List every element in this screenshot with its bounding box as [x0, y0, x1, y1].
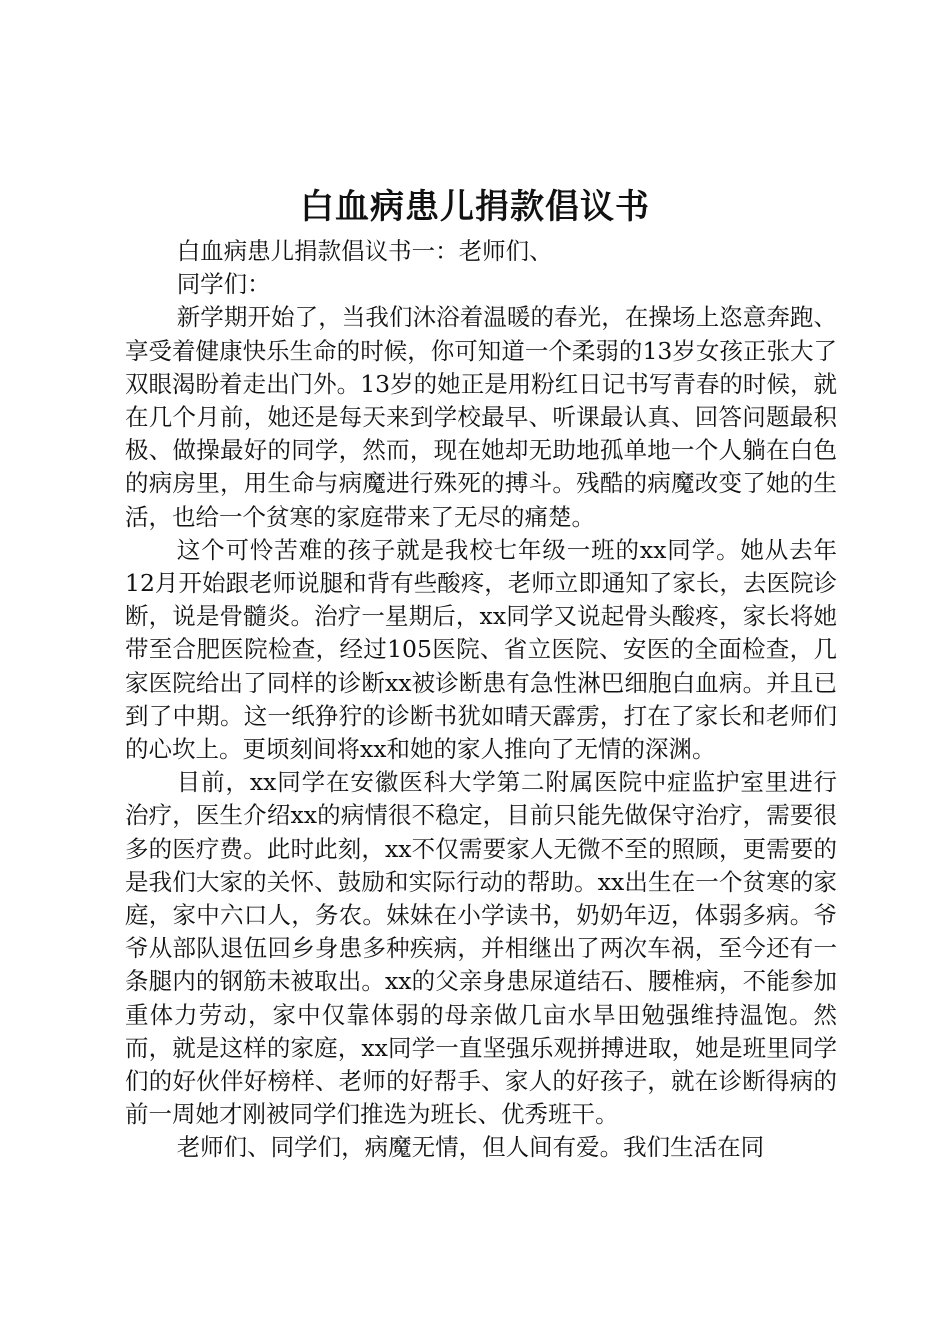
paragraph: 这个可怜苦难的孩子就是我校七年级一班的xx同学。她从去年12月开始跟老师说腿和背有些酸疼，老师立即通知了家长，去医院诊断，说是骨髓炎。治疗一星期后，xx同学又说起骨头酸疼，家长将她带至合肥医院检查，经过105医院、省立医院、安医的全面检查，几家医院给出了同样的诊断xx被诊断患有急性淋巴细胞白血病。并且已到了中期。这一纸狰狞的诊断书犹如晴天霹雳，打在了家长和老师们的心坎上。更顷刻间将xx和她的家人推向了无情的深渊。 — [125, 535, 837, 764]
document-body — [125, 235, 837, 1165]
paragraph: 新学期开始了，当我们沐浴着温暖的春光，在操场上恣意奔跑、享受着健康快乐生命的时候，你可知道一个柔弱的13岁女孩正张大了双眼渴盼着走出门外。13岁的她正是用粉红日记书写青春的时候，就在几个月前，她还是每天来到学校最早、听课最认真、回答问题最积极、做操最好的同学，然而，现在她却无助地孤单地一个人躺在白色的病房里，用生命与病魔进行殊死的搏斗。残酷的病魔改变了她的生活，也给一个贫寒的家庭带来了无尽的痛楚。 — [125, 303, 837, 531]
paragraph: 老师们、同学们，病魔无情，但人间有爱。我们生活在同 — [176, 1133, 765, 1162]
paragraph-greeting: 白血病患儿捐款倡议书一：老师们、 — [176, 237, 553, 265]
paragraph-greeting-continued: 同学们： — [176, 270, 271, 299]
paragraph: 目前，xx同学在安徽医科大学第二附属医院中症监护室里进行治疗，医生介绍xx的病情很不稳定，目前只能先做保守治疗，需要很多的医疗费。此时此刻，xx不仅需要家人无微不至的照顾，更需要的是我们大家的关怀、鼓励和实际行动的帮助。xx出生在一个贫寒的家庭，家中六口人，务农。妹妹在小学读书，奶奶年迈，体弱多病。爷爷从部队退伍回乡身患多种疾病，并相继出了两次车祸，至今还有一条腿内的钢筋未被取出。xx的父亲身患尿道结石、腰椎病，不能参加重体力劳动，家中仅靠体弱的母亲做几亩水旱田勉强维持温饱。然而，就是这样的家庭，xx同学一直坚强乐观拼搏进取，她是班里同学们的好伙伴好榜样、老师的好帮手、家人的好孩子，就在诊断得病的前一周她才刚被同学们推选为班长、优秀班干。 — [125, 768, 837, 1129]
document-title: 白血病患儿捐款倡议书 — [300, 187, 650, 227]
